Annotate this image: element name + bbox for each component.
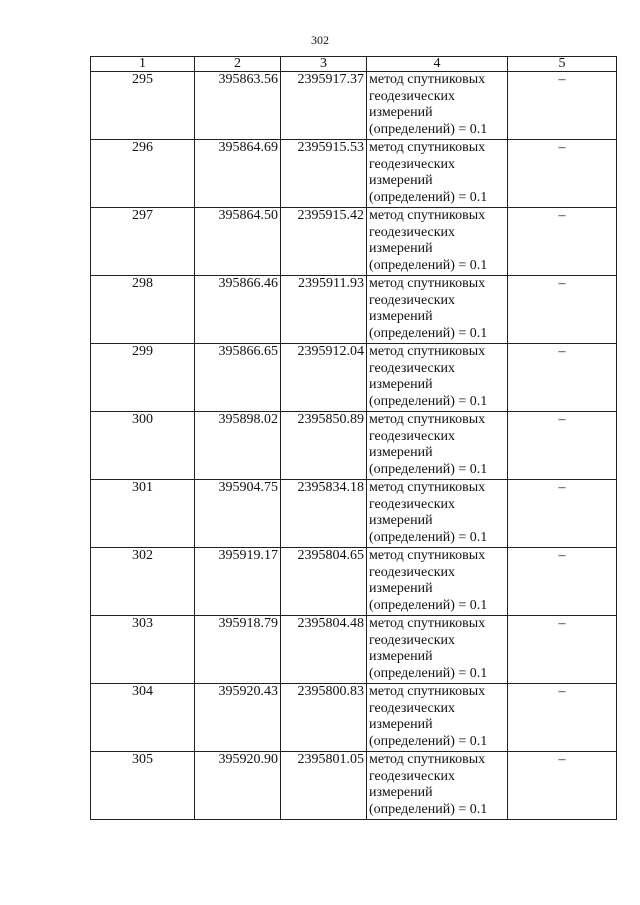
method-line: измерений [369, 581, 433, 596]
point-number-cell: 302 [91, 548, 195, 616]
method-line: (определений) = 0.1 [369, 257, 488, 273]
table-row [91, 208, 617, 276]
note-cell: – [508, 616, 617, 684]
note-cell: – [508, 140, 617, 208]
point-number-cell: 303 [91, 616, 195, 684]
method-cell [367, 72, 508, 140]
x-coordinate-cell: 395866.46 [195, 276, 281, 344]
x-coordinate-cell: 395920.43 [195, 684, 281, 752]
method-line: (определений) = 0.1 [369, 189, 488, 205]
method-line: (определений) = 0.1 [369, 461, 488, 477]
y-coordinate-cell: 2395912.04 [281, 344, 367, 412]
table-row [91, 752, 617, 820]
method-line: метод спутниковых [369, 140, 486, 155]
method-line: (определений) = 0.1 [369, 801, 488, 817]
table-row [91, 72, 617, 140]
method-line: метод спутниковых [369, 684, 486, 699]
y-coordinate-cell: 2395800.83 [281, 684, 367, 752]
method-line: измерений [369, 445, 433, 460]
method-line: (определений) = 0.1 [369, 597, 488, 613]
y-coordinate-cell: 2395804.48 [281, 616, 367, 684]
note-cell: – [508, 412, 617, 480]
table-row [91, 616, 617, 684]
y-coordinate-cell: 2395915.53 [281, 140, 367, 208]
table-row [91, 344, 617, 412]
method-cell [367, 140, 508, 208]
method-line: (определений) = 0.1 [369, 733, 488, 749]
note-cell: – [508, 344, 617, 412]
method-line: (определений) = 0.1 [369, 393, 488, 409]
method-line: измерений [369, 105, 433, 120]
method-line: геодезических [369, 88, 456, 104]
x-coordinate-cell: 395918.79 [195, 616, 281, 684]
table-row [91, 548, 617, 616]
header-row [91, 57, 617, 72]
method-line: измерений [369, 785, 433, 800]
page-number: 302 [311, 33, 329, 47]
x-coordinate-cell: 395863.56 [195, 72, 281, 140]
method-line: геодезических [369, 700, 456, 716]
x-coordinate-cell: 395866.65 [195, 344, 281, 412]
method-line: геодезических [369, 768, 456, 784]
method-line: измерений [369, 377, 433, 392]
method-line: метод спутниковых [369, 72, 486, 87]
method-cell [367, 276, 508, 344]
method-line: геодезических [369, 292, 456, 308]
method-line: метод спутниковых [369, 752, 486, 767]
y-coordinate-cell: 2395801.05 [281, 752, 367, 820]
x-coordinate-cell: 395864.69 [195, 140, 281, 208]
y-coordinate-cell: 2395917.37 [281, 72, 367, 140]
y-coordinate-cell: 2395911.93 [281, 276, 367, 344]
method-line: измерений [369, 513, 433, 528]
method-line: геодезических [369, 360, 456, 376]
note-cell: – [508, 276, 617, 344]
note-cell: – [508, 548, 617, 616]
x-coordinate-cell: 395904.75 [195, 480, 281, 548]
header-col-3: 3 [281, 57, 367, 72]
point-number-cell: 300 [91, 412, 195, 480]
point-number-cell: 305 [91, 752, 195, 820]
method-cell [367, 752, 508, 820]
point-number-cell: 298 [91, 276, 195, 344]
table-row [91, 276, 617, 344]
table-row [91, 412, 617, 480]
method-line: измерений [369, 309, 433, 324]
method-line: метод спутниковых [369, 480, 486, 495]
method-line: метод спутниковых [369, 208, 486, 223]
y-coordinate-cell: 2395915.42 [281, 208, 367, 276]
x-coordinate-cell: 395898.02 [195, 412, 281, 480]
header-col-2: 2 [195, 57, 281, 72]
x-coordinate-cell: 395919.17 [195, 548, 281, 616]
point-number-cell: 299 [91, 344, 195, 412]
method-line: геодезических [369, 564, 456, 580]
method-cell [367, 344, 508, 412]
method-cell [367, 684, 508, 752]
method-cell [367, 548, 508, 616]
y-coordinate-cell: 2395804.65 [281, 548, 367, 616]
method-line: измерений [369, 649, 433, 664]
method-line: (определений) = 0.1 [369, 121, 488, 137]
table-row [91, 140, 617, 208]
x-coordinate-cell: 395864.50 [195, 208, 281, 276]
method-line: геодезических [369, 224, 456, 240]
point-number-cell: 304 [91, 684, 195, 752]
method-cell [367, 208, 508, 276]
x-coordinate-cell: 395920.90 [195, 752, 281, 820]
method-line: геодезических [369, 428, 456, 444]
note-cell: – [508, 480, 617, 548]
method-line: метод спутниковых [369, 412, 486, 427]
point-number-cell: 296 [91, 140, 195, 208]
method-line: измерений [369, 173, 433, 188]
method-line: метод спутниковых [369, 616, 486, 631]
point-number-cell: 297 [91, 208, 195, 276]
method-line: геодезических [369, 496, 456, 512]
method-line: измерений [369, 241, 433, 256]
method-line: метод спутниковых [369, 344, 486, 359]
method-cell [367, 480, 508, 548]
method-line: (определений) = 0.1 [369, 665, 488, 681]
table-row [91, 684, 617, 752]
method-line: метод спутниковых [369, 548, 486, 563]
method-line: метод спутниковых [369, 276, 486, 291]
y-coordinate-cell: 2395834.18 [281, 480, 367, 548]
point-number-cell: 295 [91, 72, 195, 140]
table-body [91, 72, 617, 820]
y-coordinate-cell: 2395850.89 [281, 412, 367, 480]
point-number-cell: 301 [91, 480, 195, 548]
note-cell: – [508, 752, 617, 820]
note-cell: – [508, 208, 617, 276]
header-col-4: 4 [367, 57, 508, 72]
coordinates-table [90, 56, 617, 820]
method-cell [367, 412, 508, 480]
method-line: геодезических [369, 632, 456, 648]
method-line: измерений [369, 717, 433, 732]
note-cell: – [508, 72, 617, 140]
header-col-1: 1 [91, 57, 195, 72]
note-cell: – [508, 684, 617, 752]
table-row [91, 480, 617, 548]
method-line: (определений) = 0.1 [369, 529, 488, 545]
method-cell [367, 616, 508, 684]
header-col-5: 5 [508, 57, 617, 72]
method-line: (определений) = 0.1 [369, 325, 488, 341]
method-line: геодезических [369, 156, 456, 172]
